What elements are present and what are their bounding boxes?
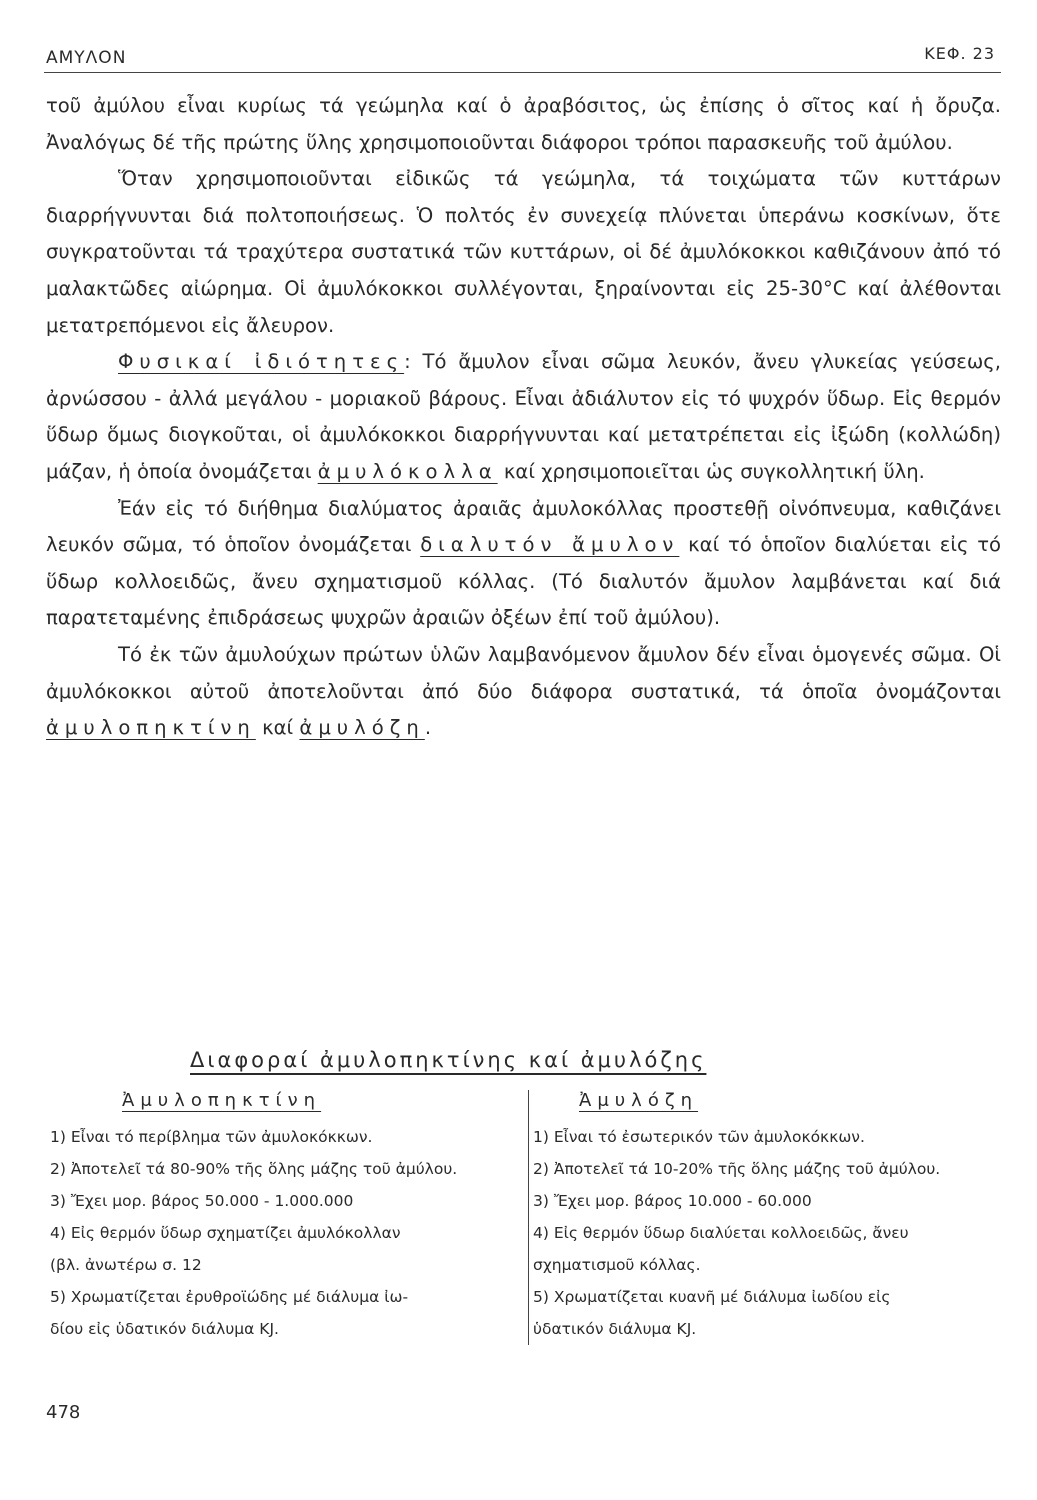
amylopectin-point-4-cont: (βλ. ἀνωτέρω σ. 12 [46, 1249, 529, 1281]
term-amylokolla: ἀμυλόκολλα [317, 459, 498, 483]
running-header-title: ΑΜΥΛΟΝ [46, 48, 127, 68]
page-number: 478 [46, 1402, 81, 1423]
table-row [46, 1185, 1006, 1217]
amylopectin-point-5-cont: δίου εἰς ὑδατικόν διάλυμα KJ. [46, 1313, 529, 1345]
header-rule [44, 72, 1001, 73]
column-head-amylopectin: Ἀμυλοπηκτίνη [46, 1090, 529, 1121]
comparison-title: Διαφοραί ἀμυλοπηκτίνης καί ἀμυλόζης [190, 1048, 707, 1072]
paragraph-4-text-a: Ἐάν εἰς τό διήθημα διαλύματος ἀραιᾶς ἀμυλοκόλλας προστεθῇ οἰνόπνευμα, καθιζάνει λευκόν σῶμα, τό ὁποῖον ὀνομάζεται [46, 496, 1001, 557]
paragraph-2: Ὅταν χρησιμοποιοῦνται εἰδικῶς τά γεώμηλα, τά τοιχώματα τῶν κυττάρων διαρρήγνυνται διά πολτοποιήσεως. Ὁ πολτός ἐν συνεχείᾳ πλύνεται ὑπεράνω κοσκίνων, ὅτε συγκρατοῦνται τά τραχύτερα συστατικά τῶν κυττάρων, οἱ δέ ἀμυλόκοκκοι καθιζάνουν ἀπό τό μαλακτῶδες αἰώρημα. Οἱ ἀμυλόκοκκοι συλλέγονται, ξηραίνονται εἰς 25-30°C καί ἀλέθονται μετατρεπόμενοι εἰς ἄλευρον. [46, 167, 1001, 337]
table-row [46, 1281, 1006, 1313]
body-text [46, 88, 1001, 747]
amylose-point-1: 1) Εἶναι τό ἐσωτερικόν τῶν ἀμυλοκόκκων. [533, 1128, 865, 1146]
paragraph-5-text-b: καί [255, 716, 300, 740]
amylose-point-3: 3) Ἔχει μορ. βάρος 10.000 - 60.000 [533, 1192, 812, 1210]
paragraph-1: τοῦ ἀμύλου εἶναι κυρίως τά γεώμηλα καί ὁ ἀραβόσιτος, ὡς ἐπίσης ὁ σῖτος καί ἡ ὄρυζα. Ἀναλόγως δέ τῆς πρώτης ὕλης χρησιμοποιοῦνται διάφοροι τρόποι παρασκευῆς τοῦ ἀμύλου. [46, 94, 1001, 154]
table-row [46, 1153, 1006, 1185]
section-heading-physical-properties: Φυσικαί ἰδιότητες [118, 350, 405, 374]
paragraph-4 [46, 491, 1001, 637]
term-amylose: ἀμυλόζη [299, 716, 425, 740]
paragraph-5-text-c: . [424, 716, 432, 740]
table-row [46, 1249, 1006, 1281]
paragraph-3-text-b: καί χρησιμοποιεῖται ὡς συγκολλητική ὕλη. [497, 459, 925, 483]
table-row [46, 1313, 1006, 1345]
amylopectin-point-4: 4) Εἰς θερμόν ὕδωρ σχηματίζει ἀμυλόκολλαν [46, 1217, 529, 1249]
amylose-point-5: 5) Χρωματίζεται κυανῆ μέ διάλυμα ἰωδίου εἰς [533, 1288, 891, 1306]
paragraph-5 [46, 637, 1001, 747]
amylopectin-point-1: 1) Εἶναι τό περίβλημα τῶν ἀμυλοκόκκων. [46, 1121, 529, 1153]
amylopectin-point-3: 3) Ἔχει μορ. βάρος 50.000 - 1.000.000 [46, 1185, 529, 1217]
comparison-table [46, 1090, 1006, 1345]
paragraph-3-text-a: : Τό ἄμυλον εἶναι σῶμα λευκόν, ἄνευ γλυκείας γεύσεως, ἀρνώσσου - ἀλλά μεγάλου - μοριακοῦ βάρους. Εἶναι ἀδιάλυτον εἰς τό ψυχρόν ὕδωρ. Εἰς θερμόν ὕδωρ ὅμως διογκοῦται, οἱ ἀμυλόκοκκοι διαρρήγνυνται καί μετατρέπεται εἰς ἰξώδη (κολλώδη) μάζαν, ἡ ὁποία ὀνομάζεται [46, 350, 1001, 483]
chapter-label: ΚΕΦ. 23 [924, 44, 995, 63]
amylose-point-2: 2) Ἀποτελεῖ τά 10-20% τῆς ὅλης μάζης τοῦ ἀμύλου. [533, 1160, 941, 1178]
amylose-point-4: 4) Εἰς θερμόν ὕδωρ διαλύεται κολλοειδῶς, ἄνευ [533, 1224, 909, 1242]
column-head-amylose: Ἀμυλόζη [579, 1090, 699, 1111]
paragraph-5-text-a: Τό ἐκ τῶν ἀμυλούχων πρώτων ὑλῶν λαμβανόμενον ἄμυλον δέν εἶναι ὁμογενές σῶμα. Οἱ ἀμυλόκοκκοι αὐτοῦ ἀποτελοῦνται ἀπό δύο διάφορα συστατικά, τά ὁποῖα ὀνομάζονται [46, 642, 1001, 703]
amylopectin-point-5: 5) Χρωματίζεται ἐρυθροϊώδης μέ διάλυμα ἰω- [46, 1281, 529, 1313]
amylose-point-4-cont: σχηματισμοῦ κόλλας. [533, 1256, 701, 1274]
table-row [46, 1121, 1006, 1153]
amylose-point-5-cont: ὑδατικόν διάλυμα KJ. [533, 1320, 697, 1338]
comparison-header-row [46, 1090, 1006, 1121]
paragraph-4-text-b: καί τό ὁποῖον διαλύεται εἰς τό ὕδωρ κολλοειδῶς, ἄνευ σχηματισμοῦ κόλλας. (Τό διαλυτόν ἄμυλον λαμβάνεται καί διά παρατεταμένης ἐπιδράσεως ψυχρῶν ἀραιῶν ὀξέων ἐπί τοῦ ἀμύλου). [46, 533, 1001, 630]
term-soluble-starch: διαλυτόν ἄμυλον [420, 533, 680, 557]
term-amylopectin: ἀμυλοπηκτίνη [46, 716, 256, 740]
amylopectin-point-2: 2) Ἀποτελεῖ τά 80-90% τῆς ὅλης μάζης τοῦ ἀμύλου. [46, 1153, 529, 1185]
table-row [46, 1217, 1006, 1249]
paragraph-3 [46, 344, 1001, 490]
